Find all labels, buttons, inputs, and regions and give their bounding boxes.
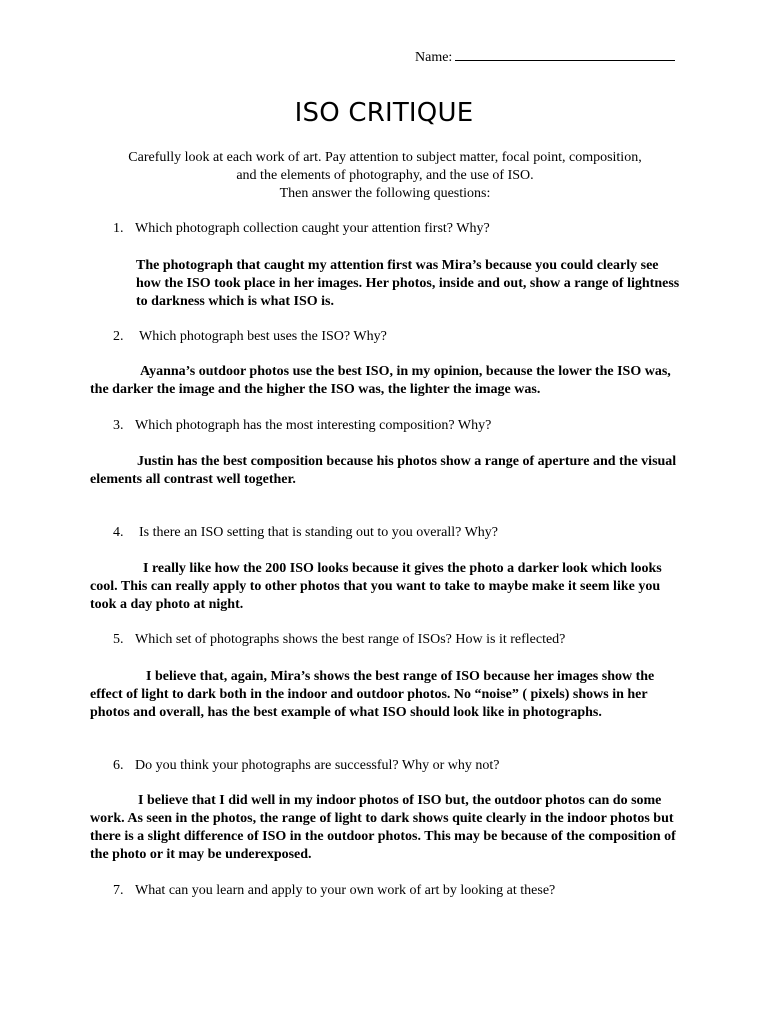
instructions xyxy=(90,149,680,203)
question-number: 6. xyxy=(113,758,124,773)
question-6 xyxy=(113,757,499,775)
question-number: 4. xyxy=(113,525,124,540)
answer-5: I believe that, again, Mira’s shows the best range of ISO because her images show the effect of light to dark both in the indoor and outdoor photos. No “noise” ( pixels) shows in her photos and overall, has the best example of what ISO should look like in photographs. xyxy=(90,669,655,720)
question-text: Which photograph has the most interesting composition? Why? xyxy=(135,418,492,433)
question-5 xyxy=(113,631,565,649)
instructions-line-2: and the elements of photography, and the use of ISO. xyxy=(236,168,534,183)
name-label: Name: xyxy=(415,50,453,65)
question-7 xyxy=(113,882,555,900)
question-number: 7. xyxy=(113,883,124,898)
question-number: 5. xyxy=(113,632,124,647)
answer-4: I really like how the 200 ISO looks because it gives the photo a darker look which looks cool. This can really apply to other photos that you want to take to maybe make it seem like you took a day photo at night. xyxy=(90,561,662,612)
answer-3: Justin has the best composition because his photos show a range of aperture and the visual elements all contrast well together. xyxy=(90,454,677,487)
answer-1: The photograph that caught my attention first was Mira’s because you could clearly see how the ISO took place in her images. Her photos, inside and out, show a range of lightness to darkness which is what ISO is. xyxy=(136,258,680,309)
name-blank-line[interactable] xyxy=(455,48,675,61)
question-number: 3. xyxy=(113,418,124,433)
instructions-line-1: Carefully look at each work of art. Pay attention to subject matter, focal point, composition, xyxy=(128,150,642,165)
question-text: Which photograph collection caught your attention first? Why? xyxy=(135,221,490,236)
page-title: ISO CRITIQUE xyxy=(294,98,474,128)
question-text: Is there an ISO setting that is standing out to you overall? Why? xyxy=(139,525,499,540)
question-number: 1. xyxy=(113,221,124,236)
question-4 xyxy=(113,524,498,542)
question-text: Which set of photographs shows the best range of ISOs? How is it reflected? xyxy=(135,632,566,647)
question-2 xyxy=(113,328,387,346)
question-text: Do you think your photographs are successful? Why or why not? xyxy=(135,758,500,773)
question-1 xyxy=(113,220,490,238)
question-3 xyxy=(113,417,491,435)
instructions-line-3: Then answer the following questions: xyxy=(279,186,491,201)
question-number: 2. xyxy=(113,329,124,344)
name-field[interactable] xyxy=(415,48,675,67)
answer-2: Ayanna’s outdoor photos use the best ISO, in my opinion, because the lower the ISO was, the darker the image and the higher the ISO was, the lighter the image was. xyxy=(90,364,671,397)
question-text: What can you learn and apply to your own work of art by looking at these? xyxy=(135,883,556,898)
answer-6: I believe that I did well in my indoor photos of ISO but, the outdoor photos can do some work. As seen in the photos, the range of light to dark shows quite clearly in the indoor photos but there is a slight difference of ISO in the outdoor photos. This may be because of the composition of the photo or it may be underexposed. xyxy=(90,793,676,862)
question-text: Which photograph best uses the ISO? Why? xyxy=(139,329,387,344)
